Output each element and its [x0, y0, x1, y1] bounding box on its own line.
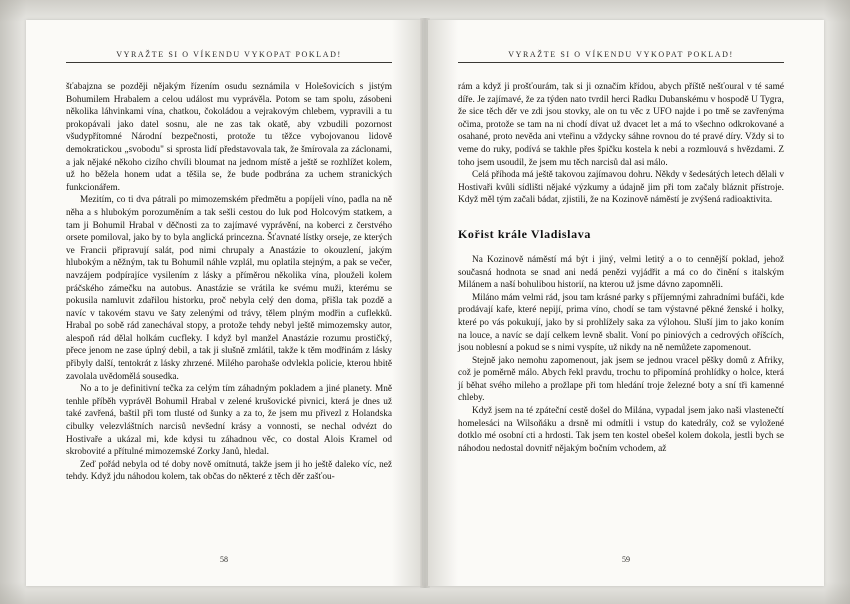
paragraph: Stejně jako nemohu zapomenout, jak jsem se jednou vracel pěšky domů z Afriky, což je poměrně málo. Abych řekl pravdu, trochu to připomíná prohlídky o holce, která jí běhat svého mileho a prožlape při tom hledání troje železné boty a sní tři kamenné chleby. — [458, 355, 784, 404]
paragraph: Celá příhoda má ještě takovou zajímavou dohru. Někdy v šedesátých letech dělali v Hostivaři kvůli sídlišti nějaké výzkumy a údajně jim při tom začaly bláznit přístroje. Když měl tým začali bádat, zjistili, že na Kozinově náměstí je zvýšená radioaktivita. — [458, 170, 784, 206]
page-left-content — [66, 50, 392, 484]
paragraph: Na Kozinově náměstí má být i jiný, velmi letitý a o to cennější poklad, jehož současná hodnota se snad ani nedá penězi vyjádřit a má co do činění s italským Milánem a naší bohulibou historií, na kterou už jsme dávno zapomněli. — [458, 254, 784, 291]
running-head-right: VYRAŽTE SI O VÍKENDU VYKOPAT POKLAD! — [508, 50, 734, 59]
page-left — [26, 20, 422, 586]
page-right-content — [458, 50, 784, 455]
head-rule-left — [66, 62, 392, 63]
paragraph: šťabajzna se později nějakým řízením osudu seznámila v Holešovicích s jistým Bohumilem Hrabalem a celou událost mu vyprávěla. Potom se tam spolu, zásobeni několika láhvinkami vína, chatkou, čokoládou a vejrakovým chlebem, vypravili a tu prokopávali jako datel sosnu, ale ne zas tak okatě, aby vzbudili pozornost všudypřítomné Národní bezpečnosti, protože tu těžce vybojovanou lidově demokratickou „svobodu" si sprosta lidí představovala tak, že šmírovala za záclonami, a jak nějaké někoho cizího chvíli bloumat na jednom místě a ještě se rozhlížet kolem, už ho běžela honem udat a těšila se, že bude podbrána za uchem stranických funkcionářem. — [66, 82, 392, 193]
paragraph: Když jsem na té zpáteční cestě došel do Milána, vypadal jsem jako naši vlastenečtí homelesáci na Wilsoňáku a drsně mi odmítli i vstup do katedrály, což se vyložené dotklo mé osobní cti a hrdosti. Tak jsem ten kostel obešel kolem dokola, jestli bych se náhodou nedostal dovnitř nějakým bočním vchodem, až — [458, 406, 784, 454]
folio-right: 59 — [622, 555, 630, 564]
paragraph: rám a když ji prošťourám, tak si ji označím křídou, abych příště nešťoural v té samé díře. Je zajímavé, že za týden nato tvrdil herci Radku Dubanskému v hospodě U Tygra, že sice těch děr ve zdi jsou stovky, ale on tu věc z UFO najde i po tmě se zavřenýma očima, protože se tam na ni chodí dívat už dvacet let a má to všechno odkrokované a osahané, proto nevěda ani vteřinu a vždycky sáhne rovnou do té pravé díry. Vždy si to veme do ruky, podívá se takhle přes špičku kostela k nebi a rozmlouvá s hvězdami. Z toho jsem usoudil, že jsem mu těch narcisů dal asi málo. — [458, 82, 784, 168]
paragraph: No a to je definitivní tečka za celým tím záhadným pokladem a jiné planety. Mně tenhle příběh vyprávěl Bohumil Hrabal v zelené krušovické pivnici, která je dnes už také zavřená, baštil při tom tlusté od šunky a za to, že jsem mu přivezl z Holandska cibulky velezvláštních narcisů nevšední krásy a vonnosti, se nechal odvézt do Hostivaře a ukázal mi, kde kdysi tu záhadnou věc, co dostal Alois Kramel od skrobovité a přítulné mimozemské Zorky Janů, hledal. — [66, 384, 392, 458]
section-title: Kořist krále Vladislava — [458, 226, 591, 241]
paragraph: Zeď pořád nebyla od té doby nově omítnutá, takže jsem ji ho ještě daleko víc, než tehdy. Když jdu náhodou kolem, tak občas do některé z těch děr zašťou- — [66, 459, 392, 483]
paragraph: Miláno mám velmi rád, jsou tam krásné parky s příjemnými zahradními bufáči, kde prodávají kafe, které nepijí, prima víno, chodí se tam výstavné pěkné ženské i holky, které po vás pokukují, jako by si prohlížely saka za výlohou. Sluší jim to jako koním na louce, a navíc se dají celkem levně sbalit. Voní po piniových a cedrových oříšcích, jsou noblesní a pokud se s nimi vyspíte, už nikdy na ně nemůžete zapomenout. — [458, 292, 784, 354]
folio-left: 58 — [220, 555, 228, 564]
paragraph: Mezitím, co ti dva pátrali po mimozemském předmětu a popíjeli víno, padla na ně něha a s hlubokým porozuměním a tak sešli cestou do luk pod Holcovým statkem, a tam ji Bohumil Hrabal v děčnosti za to zajímavé vyprávění, na koberci z čerstvého orsete pomiloval, jako by to byla anglická princezna. Šťavnaté lístky orseje, ze kterých ve Francii připravují salát, pod nimi chrupaly a Anastázie to okouzlení, jakým hlubokým a něžným, tak tu Bohumil náhle vzplál, mu oplatila stejným, a pak se večer, navzájem podpírajíce vysilením z lásky a příměrou několika vína, plouželi kolem práčského zámečku na autobus. Anastázie se vrátila ke svému muži, kterému se pokusila namluvit zdařilou historku, proč nebyla celý den doma, přišla tak pozdě a navíc v takovém stavu ve šaty zelenými od trávy, tělem plným modřin a cuflekků. Hrabal po sobě rád zanechával stopy, a protože tehdy nebyl ještě mimozemsky autor, alespoň rád dělal holkám cucfleky. I když byl manžel Anastázie rozumu prostičký, přece jenom ne zase úplný debil, a tak ji slušně zmlátil, takže k těm modřinám z lásky přibyly další, tentokrát z lásky zhrzené. Milého parohaše odvlekla policie, kterou hbitě zavolala uvědomělá sousedka. — [66, 195, 392, 382]
page-right — [428, 20, 824, 586]
head-rule-right — [458, 62, 784, 63]
running-head-left: VYRAŽTE SI O VÍKENDU VYKOPAT POKLAD! — [116, 50, 342, 59]
